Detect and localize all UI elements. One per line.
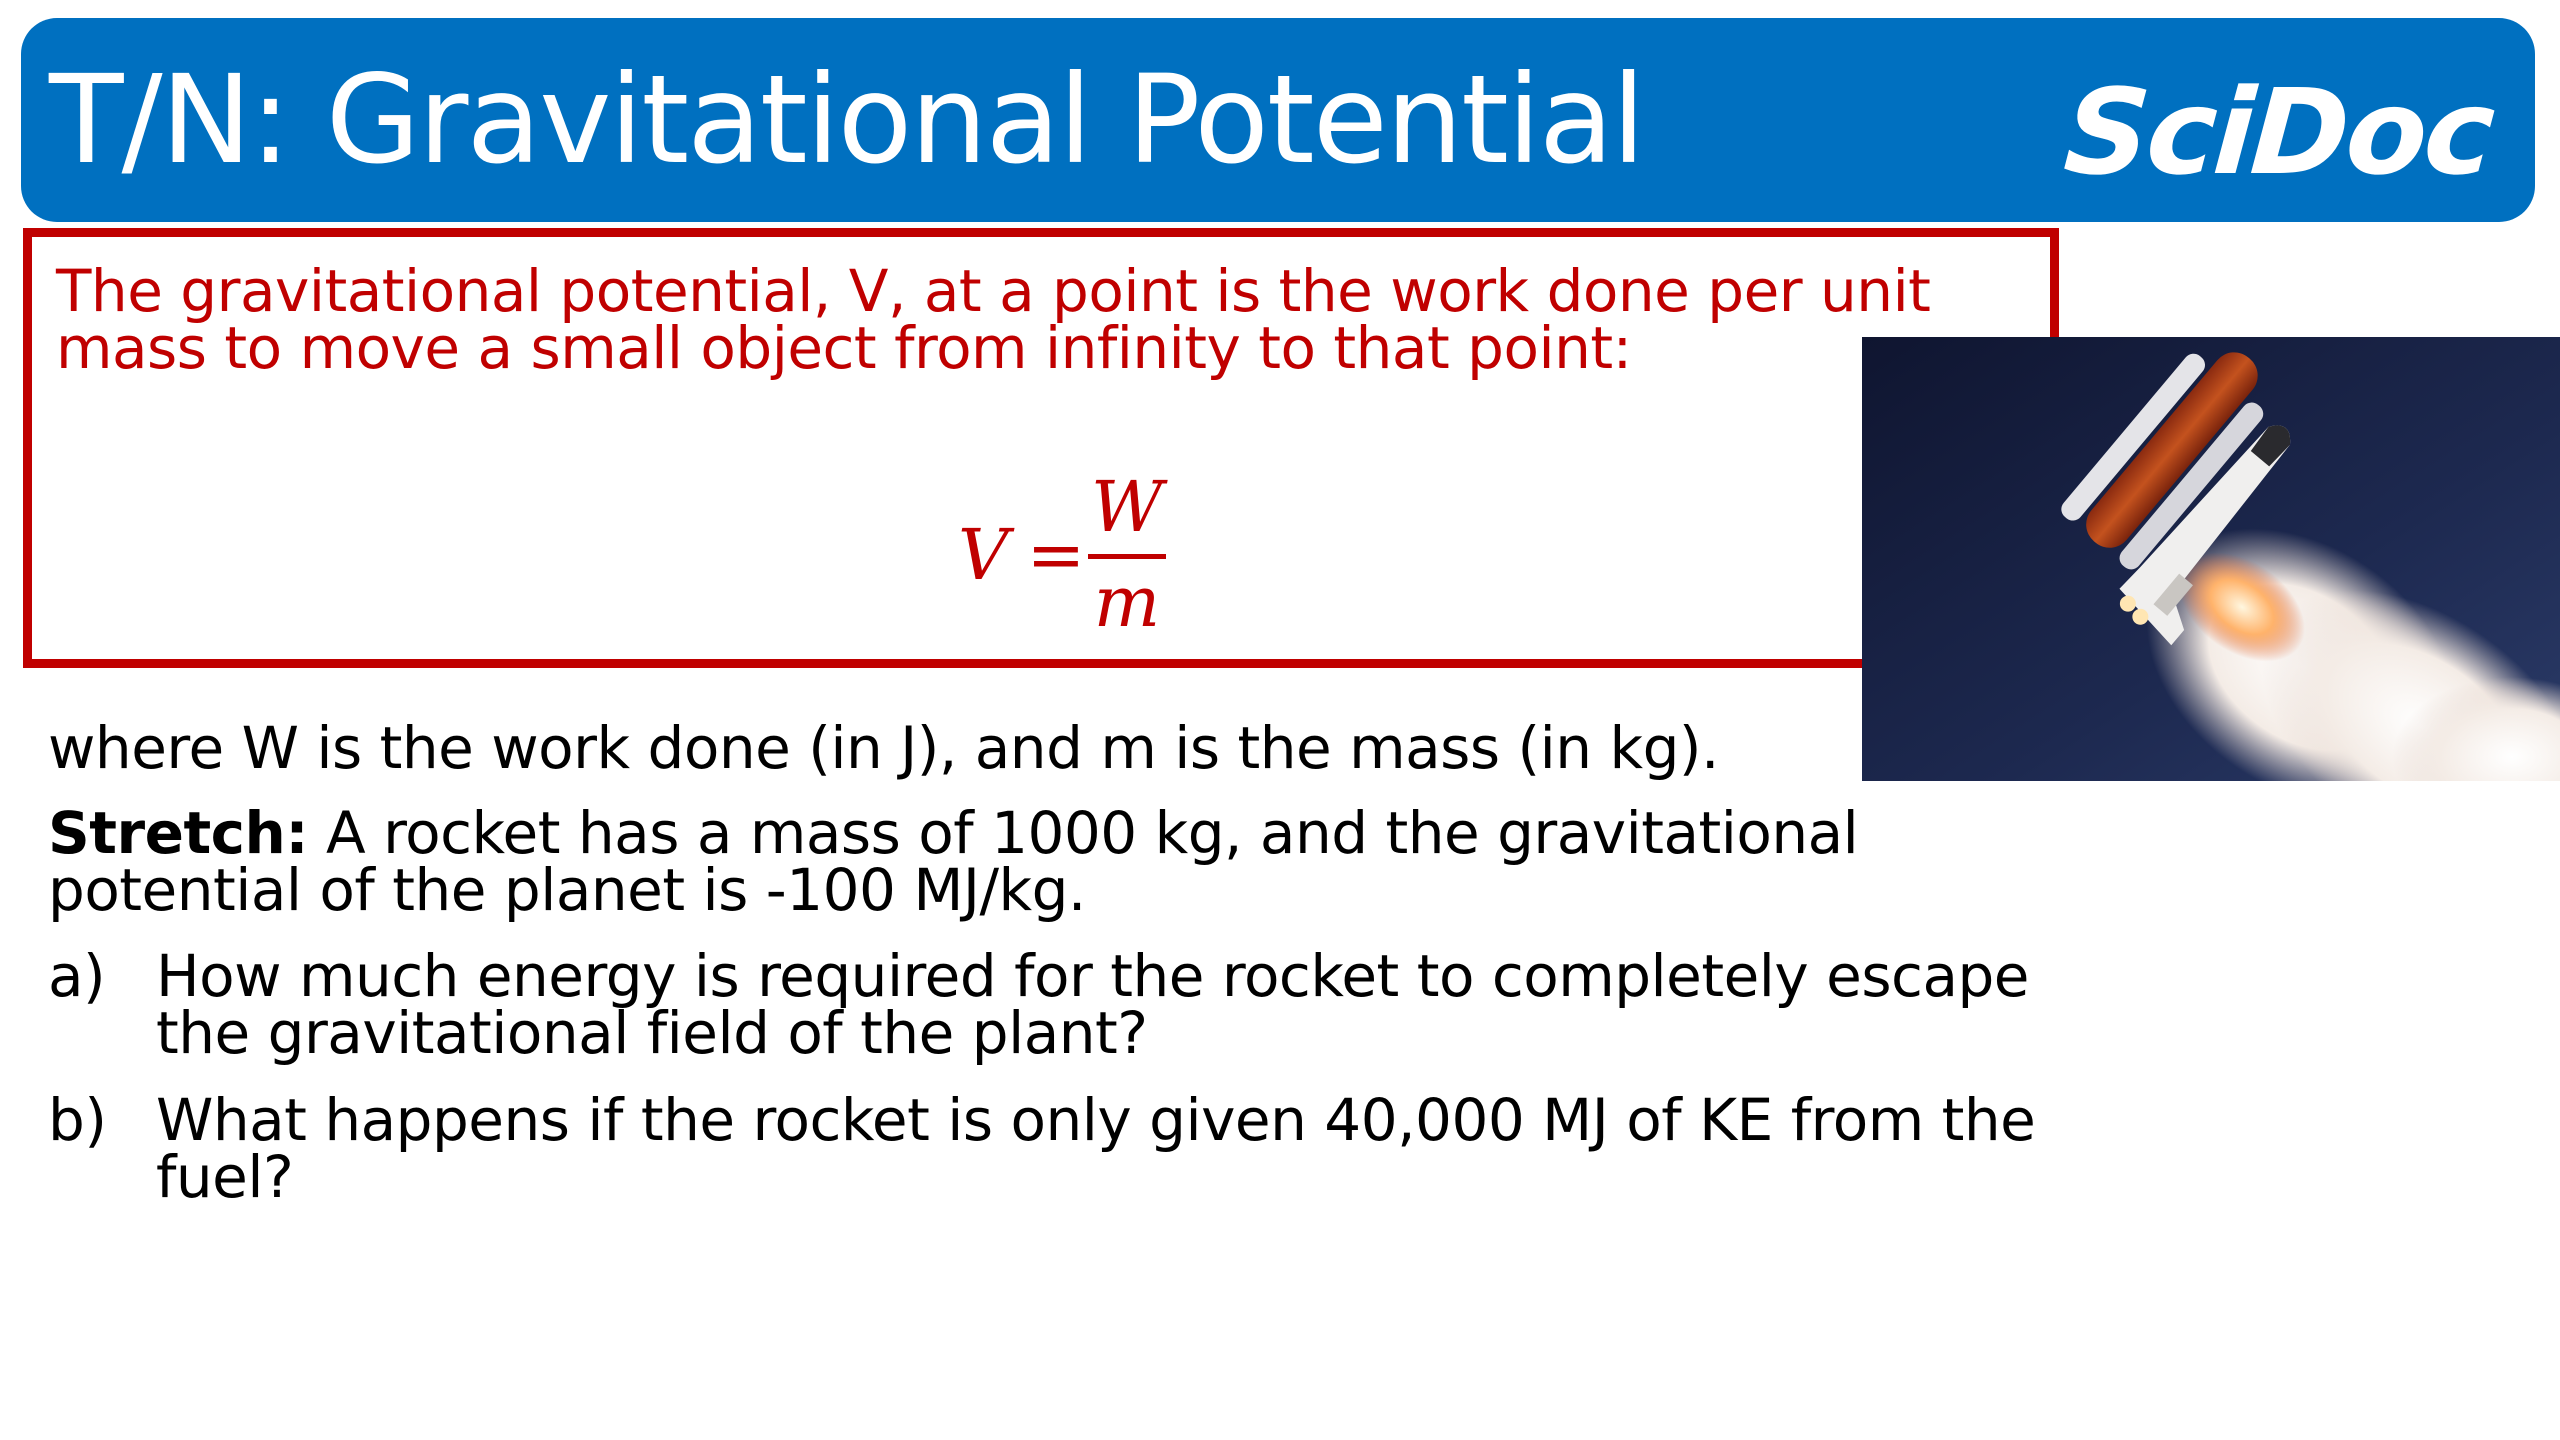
where-text: where W is the work done (in J), and m is the mass (in kg). (48, 714, 1719, 782)
formula-numerator: W (1091, 466, 1163, 548)
definition-text: The gravitational potential, V, at a point is the work done per unit mass to move a small object from infinity to that point: (56, 257, 1931, 382)
formula-equals: = (1026, 514, 1086, 596)
formula-variable-v: V (958, 514, 1009, 596)
formula-denominator: m (1093, 561, 1161, 643)
rocket-launch-photo (1862, 337, 2560, 781)
question-a-label: a) (48, 942, 106, 1010)
stretch-label: Stretch: (48, 799, 309, 867)
stretch-paragraph (48, 799, 2048, 924)
title-banner (21, 18, 2535, 222)
definition-box (23, 228, 2059, 668)
question-b-label: b) (48, 1086, 107, 1154)
question-a-text: How much energy is required for the rocket to completely escape the gravitational field of the plant? (156, 942, 2029, 1067)
page-title: T/N: Gravitational Potential (49, 49, 1644, 191)
question-b-text: What happens if the rocket is only given 40,000 MJ of KE from the fuel? (156, 1086, 2036, 1211)
stretch-text: A rocket has a mass of 1000 kg, and the gravitational potential of the planet is -100 MJ/kg. (48, 799, 1859, 924)
scidoc-logo: SciDoc (2059, 63, 2496, 201)
formula-fraction (1088, 462, 1166, 645)
formula-lhs (958, 514, 1085, 596)
